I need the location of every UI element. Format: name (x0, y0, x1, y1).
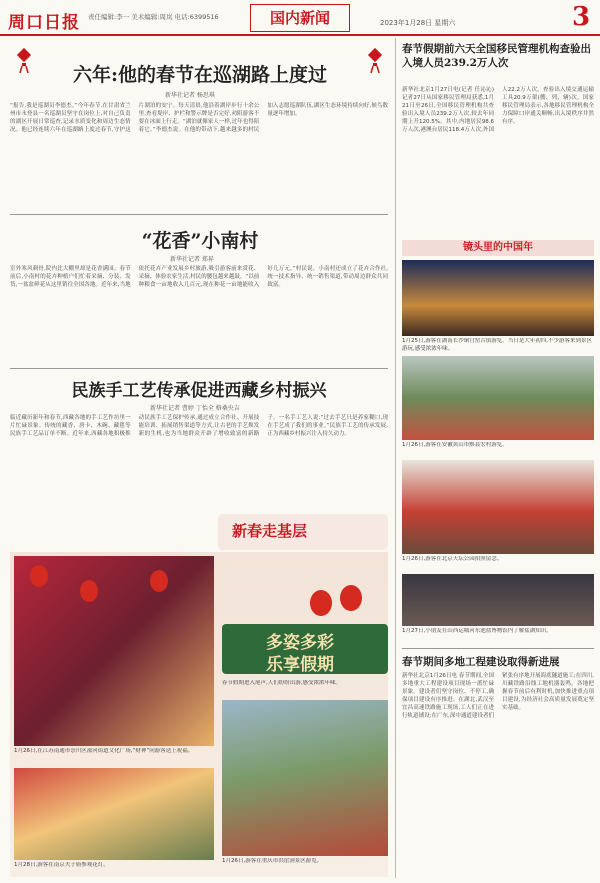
caption-right-3: 1月26日,游客在北京天坛公园拍照留念。 (402, 556, 503, 562)
article2-title: “花香”小南村 (141, 230, 259, 252)
caption-right-1: 1月25日,游客在湖南长沙铜官窑古镇游览。当日是大年初四,不少游客来到景区游玩,感受浓浓年味。 (402, 338, 592, 352)
photo-lanterns-nanjing (14, 768, 214, 860)
lantern-icon (80, 580, 98, 602)
caption-right-4: 1月27日,小朋友在山西运城河东池盐博物馆内了解盐湖知识。 (402, 628, 552, 634)
article1-title: 六年:他的春节在巡湖路上度过 (72, 64, 327, 86)
caption-photo-4: 1月28日,游客在南京夫子庙参观花灯。 (14, 862, 109, 868)
header-meta: 责任编辑:李一 美术编辑:周岚 电话:6399516 (88, 13, 219, 21)
right2-title: 春节期间多地工程建设取得新进展 (402, 656, 560, 668)
column-rule (395, 38, 396, 878)
caption-photo-2: 春节假期进入尾声,人们纷纷出游,感受浓浓年味。 (222, 680, 341, 686)
page-number: 3 (572, 2, 591, 32)
lantern-icon (150, 570, 168, 592)
article3-body: 临近藏历新年和春节,西藏各地的手工艺作坊里一片忙碌景象。传统的藏香、唐卡、木碗、藏毯等民族手工艺品订单不断。近年来,西藏各地积极推动民族手工艺保护传承,通过成立合作社、开展技能培训、拓展销售渠道等方式,让古老的手艺焕发新的生机,也为当地群众开辟了增收致富的新路子。一名手工艺人说:“过去手艺只是养家糊口,现在手艺成了我们的事业。”民族手工艺的传承发展,正为西藏乡村振兴注入持久动力。 (10, 415, 388, 437)
article3-byline: 新华社记者 曹婷 丁怡全 格桑央吉 (150, 405, 240, 412)
masthead: 周口日报 (8, 13, 80, 33)
photo-hongcun-village (402, 356, 594, 440)
section-divider (10, 214, 388, 215)
photo-temple-of-heaven (402, 460, 594, 554)
feature-title-line2: 乐享假期 (266, 655, 334, 675)
photo-tongguan-kiln-town (402, 260, 594, 336)
caption-right-2: 1月26日,游客在安徽黄山市黟县宏村游览。 (402, 442, 508, 448)
section-title: 国内新闻 (250, 4, 350, 32)
right1-body: 新华社北京1月27日电(记者 任沁沁)记者27日从国家移民管理局获悉,1月21日至26日,全国移民管理机构共查验出入境人员239.2万人次,较去年同期上升120.5%。其中,内地居民98.6万人次,港澳台居民118.4万人次,外国人22.2万人次。查验出入境交通运输工具20.9万架(艘、列、辆)次。国家移民管理局表示,各地移民管理机构全力保障口岸通关顺畅,出入境秩序井然有序。 (402, 87, 594, 133)
feature-title-line1: 多姿多彩 (266, 633, 334, 653)
right2-body: 新华社北京1月26日电 春节期间,全国多地重大工程建设项目现场一派忙碌景象。建设者们坚守岗位、不停工,确保项目建设有序推进。在湖北,武汉至宜昌高速铁路施工现场,工人们正在进行轨道铺设;在广东,深中通道建设者们紧张有序地开展海底隧道施工;在四川,川藏铁路沿线工地机器轰鸣。各地把握春节前后有利时机,加快推进重点项目建设,为经济社会高质量发展奠定坚实基础。 (402, 673, 594, 719)
photo-salt-museum (402, 574, 594, 626)
lantern-icon (310, 590, 332, 616)
lantern-icon (340, 585, 362, 611)
chinese-knot-icon (365, 46, 385, 74)
caption-photo-3: 1月26日,游客在重庆市洪崖洞景区游览。 (222, 858, 323, 864)
chinese-knot-icon (14, 46, 34, 74)
article2-byline: 新华社记者 郑昇 (170, 256, 214, 263)
article1-byline: 新华社记者 杨思琪 (165, 92, 215, 99)
photo-section-header: 镜头里的中国年 (402, 240, 594, 256)
article3-title: 民族手工艺传承促进西藏乡村振兴 (71, 381, 327, 401)
photo-hongya-cave (222, 700, 388, 856)
article2-body: 室外寒风刺骨,院内比大棚里却是花香满园。春节前后,小南村的花卉种植户们忙着采摘、分装、发货,一盆盆鲜花从这里销往全国各地。近年来,当地依托花卉产业发展乡村旅游,吸引游客前来赏花、采摘、体验农家生活,村民的腰包越来越鼓。“以前种粮食一亩地收入几百元,现在种花一亩地能收入好几万元。”村民说。小南村还成立了花卉合作社,统一技术指导、统一销售渠道,带动周边群众共同致富。 (10, 266, 388, 288)
article1-body: “报告,我是巡湖员李德杰。”今年春节,在甘肃省兰州市永登县一名巡湖员坚守在岗位上,对自己负责的湖区开展日常巡查,记录水质变化和周边生态情况。他已经连续六年在巡湖路上度过春节,守护这片湖泊的安宁。每天清晨,他沿着湖岸步行十余公里,查看堤岸、护栏和警示牌是否完好,劝阻游客不要在冰面上行走。“湖泊就像家人一样,过年也得陪着它。”李德杰说。在他的带动下,越来越多的村民加入志愿巡湖队伍,湖区生态环境持续向好,候鸟数量逐年增加。 (10, 103, 388, 133)
section-divider (10, 368, 388, 369)
issue-date: 2023年1月28日 星期六 (380, 19, 456, 27)
new-year-badge: 新春走基层 (232, 522, 308, 540)
caption-photo-1: 1月26日,在江苏南通市崇川区濠河街道文化广场,“财神”向游客送上祝福。 (14, 748, 194, 754)
section-divider (402, 648, 594, 649)
lantern-icon (30, 565, 48, 587)
right1-title: 春节假期前六天全国移民管理机构查验出入境人员239.2万人次 (402, 43, 591, 69)
